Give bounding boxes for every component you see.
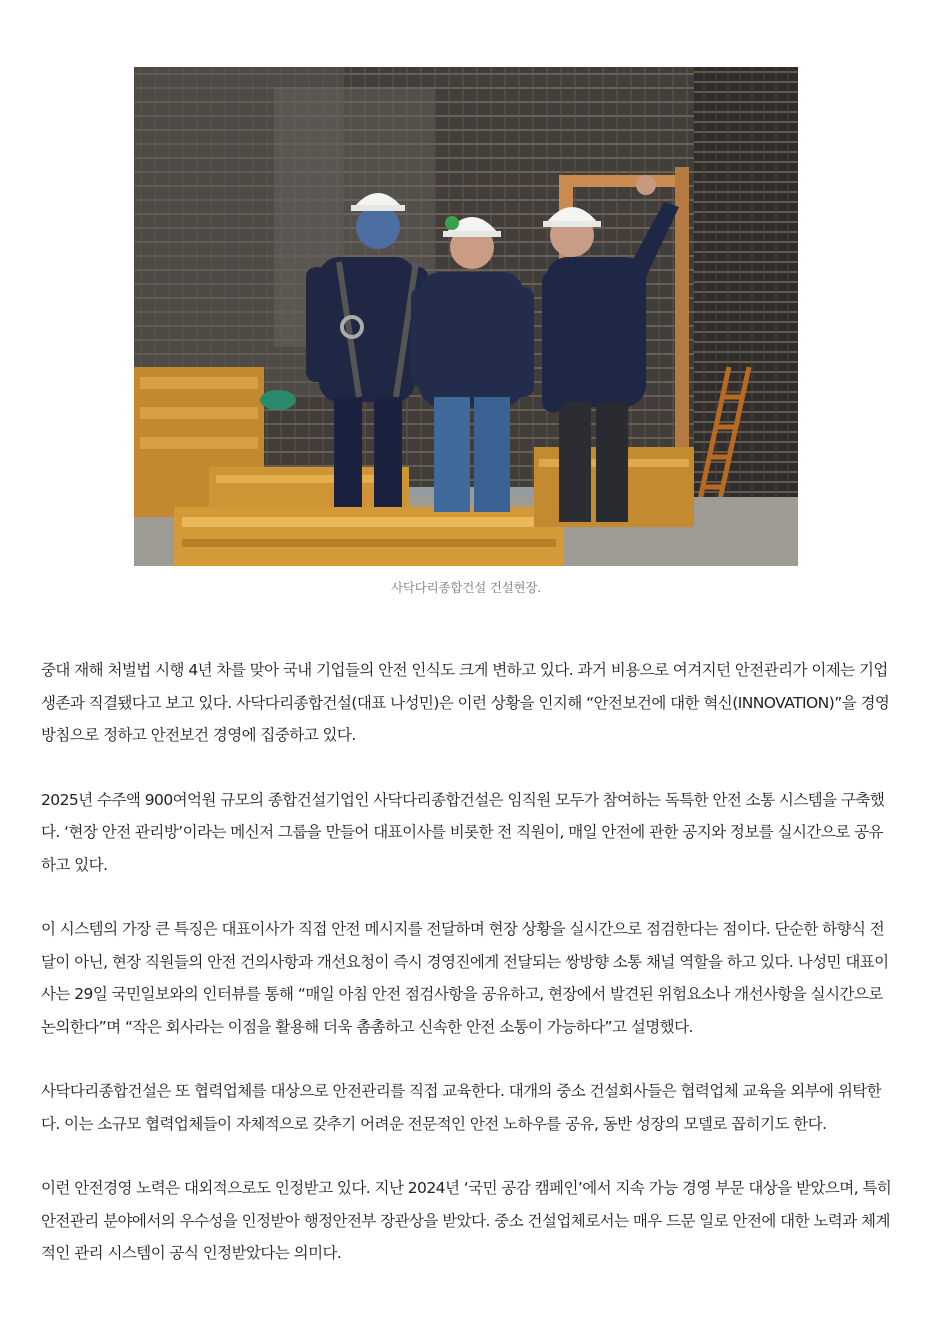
- article-paragraph: 사닥다리종합건설은 또 협력업체를 대상으로 안전관리를 직접 교육한다. 대개의 중소 건설회사들은 협력업체 교육을 외부에 위탁한다. 이는 소규모 협력업체들이 자체적으로 갖추기 어려운 전문적인 안전 노하우를 공유, 동반 성장의 모델로 꼽히기도 한다.: [41, 1082, 882, 1133]
- article-photo: [134, 67, 798, 566]
- article-paragraph: 중대 재해 처벌법 시행 4년 차를 맞아 국내 기업들의 안전 인식도 크게 변하고 있다. 과거 비용으로 여겨지던 안전관리가 이제는 기업 생존과 직결됐다고 보고 있다. 사닥다리종합건설(대표 나성민)은 이런 상황을 인지해 “안전보건에 대한 혁신(INNOVATION)”을 경영 방침으로 정하고 안전보건 경영에 집중하고 있다.: [41, 661, 890, 744]
- article-paragraph: 2025년 수주액 900여억원 규모의 종합건설기업인 사닥다리종합건설은 임직원 모두가 참여하는 독특한 안전 소통 시스템을 구축했다. ‘현장 안전 관리방’이라는 메신저 그룹을 만들어 대표이사를 비롯한 전 직원이, 매일 안전에 관한 공지와 정보를 실시간으로 공유하고 있다.: [41, 790, 885, 874]
- article-paragraph: 이 시스템의 가장 큰 특징은 대표이사가 직접 안전 메시지를 전달하며 현장 상황을 실시간으로 점검한다는 점이다. 단순한 하향식 전달이 아닌, 현장 직원들의 안전 건의사항과 개선요청이 즉시 경영진에게 전달되는 쌍방향 소통 채널 역할을 하고 있다. 나성민 대표이사는 29일 국민일보와의 인터뷰를 통해 “매일 아침 안전 점검사항을 공유하고, 현장에서 발견된 위험요소나 개선사항을 실시간으로 논의한다”며 “작은 회사라는 이점을 활용해 더욱 촘촘하고 신속한 안전 소통이 가능하다”고 설명했다.: [41, 920, 889, 1036]
- article-body: [41, 654, 893, 1302]
- article-paragraph: 이런 안전경영 노력은 대외적으로도 인정받고 있다. 지난 2024년 ‘국민 공감 캠페인’에서 지속 가능 경영 부문 대상을 받았으며, 특히 안전관리 분야에서의 우수성을 인정받아 행정안전부 장관상을 받았다. 중소 건설업체로서는 매우 드문 일로 안전에 대한 노력과 체계적인 관리 시스템이 공식 인정받았다는 의미다.: [41, 1179, 892, 1262]
- photo-caption: 사닥다리종합건설 건설현장.: [390, 580, 542, 595]
